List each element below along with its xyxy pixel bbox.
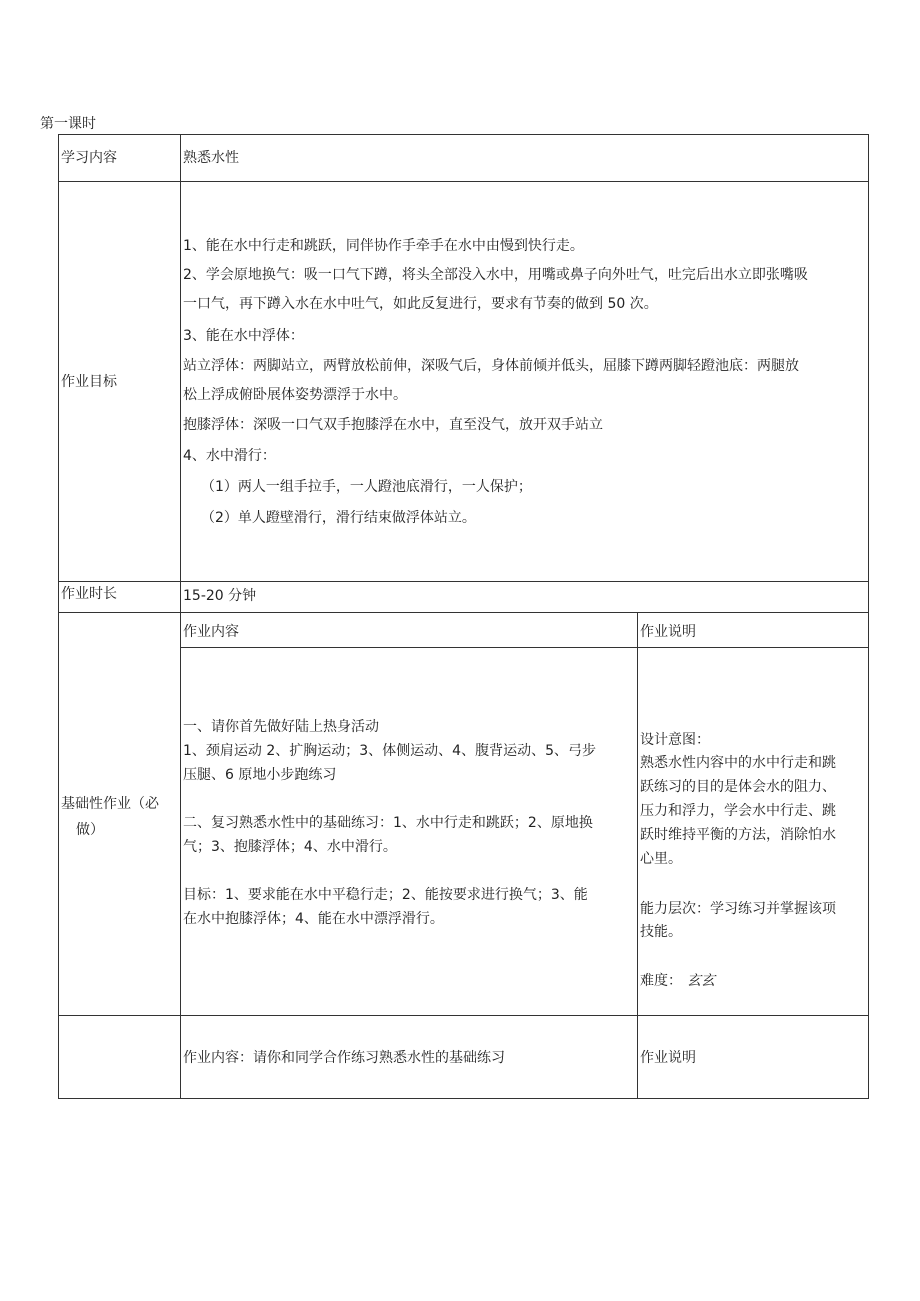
goal-line: 2、学会原地换气：吸一口气下蹲，将头全部没入水中，用嘴或鼻子向外吐气，吐完后出水立即张嘴吸 [183, 267, 808, 283]
basic-content-header: 作业内容 [183, 624, 239, 640]
goal-line: 3、能在水中浮体： [183, 328, 304, 344]
basic-content-line: 在水中抱膝浮体；4、能在水中漂浮滑行。 [183, 911, 444, 927]
basic-content-line: 目标：1、要求能在水中平稳行走；2、能按要求进行换气；3、能 [183, 887, 588, 903]
goal-line: （1）两人一组手拉手，一人蹬池底滑行，一人保护； [201, 479, 532, 495]
basic-content-line: 二、复习熟悉水性中的基础练习：1、水中行走和跳跃；2、原地换 [183, 815, 593, 831]
basic-notes-line: 跃时维持平衡的方法，消除怕水 [640, 827, 836, 843]
goal-line: （2）单人蹬壁滑行，滑行结束做浮体站立。 [201, 510, 476, 526]
basic-content-line: 气；3、抱膝浮体；4、水中滑行。 [183, 839, 397, 855]
basic-notes-line: 压力和浮力，学会水中行走、跳 [640, 803, 836, 819]
basic-notes-line: 跃练习的目的是体会水的阻力、 [640, 779, 836, 795]
table-border-left [58, 134, 59, 1099]
basic-content-line: 压腿、6 原地小步跑练习 [183, 767, 337, 783]
basic-notes-header: 作业说明 [640, 624, 696, 640]
duration-label: 作业时长 [61, 586, 117, 602]
difficulty-stars: 玄玄 [687, 973, 715, 989]
table-col-divider [637, 612, 638, 1099]
goal-line: 站立浮体：两脚站立，两臂放松前伸，深吸气后，身体前倾并低头，屈膝下蹲两脚轻蹬池底：两腿放 [183, 358, 799, 374]
extended-content: 作业内容：请你和同学合作练习熟悉水性的基础练习 [183, 1050, 505, 1066]
basic-notes-line: 设计意图： [640, 732, 710, 748]
basic-notes-line: 熟悉水性内容中的水中行走和跳 [640, 755, 836, 771]
basic-notes-line: 心里。 [640, 851, 682, 867]
extended-notes-header: 作业说明 [640, 1050, 696, 1066]
basic-notes-line: 能力层次：学习练习并掌握该项 [640, 901, 836, 917]
basic-content-line: 1、颈肩运动 2、扩胸运动；3、体侧运动、4、腹背运动、5、弓步 [183, 743, 596, 759]
content-label: 学习内容 [61, 150, 117, 166]
goal-line: 抱膝浮体：深吸一口气双手抱膝浮在水中，直至没气，放开双手站立 [183, 417, 603, 433]
duration-value: 15-20 分钟 [183, 588, 257, 604]
basic-label-line2: 做） [76, 822, 104, 838]
basic-content-line: 一、请你首先做好陆上热身活动 [183, 719, 379, 735]
basic-notes-line: 技能。 [640, 924, 682, 940]
basic-label-line1: 基础性作业（必 [61, 796, 159, 812]
table-border-right [868, 134, 869, 1099]
table-col-divider [180, 134, 181, 1099]
difficulty-label: 难度： [640, 973, 682, 989]
goal-line: 一口气，再下蹲入水在水中吐气，如此反复进行，要求有节奏的做到 50 次。 [183, 296, 658, 312]
goal-line: 4、水中滑行： [183, 448, 276, 464]
lesson-title: 第一课时 [40, 116, 96, 132]
table-row-divider [180, 647, 869, 648]
goal-line: 1、能在水中行走和跳跃，同伴协作手牵手在水中由慢到快行走。 [183, 238, 584, 254]
goals-label: 作业目标 [61, 374, 117, 390]
goal-line: 松上浮成俯卧展体姿势漂浮于水中。 [183, 387, 407, 403]
content-value: 熟悉水性 [183, 150, 239, 166]
